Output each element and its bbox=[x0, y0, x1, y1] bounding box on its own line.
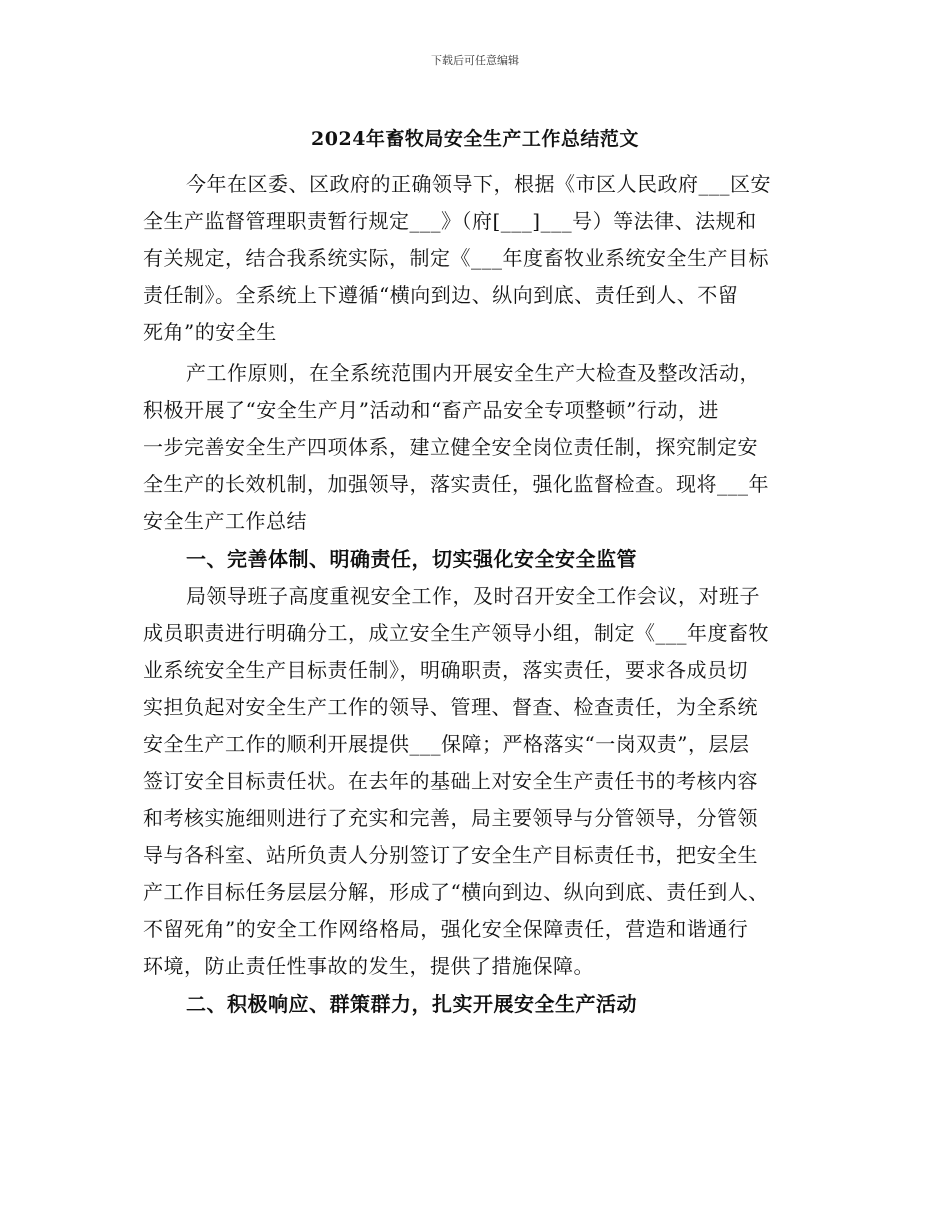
paragraph-line: 不留死角”的安全工作网络格局，强化安全保障责任，营造和谐通行 bbox=[143, 917, 749, 941]
paragraph-line: 死角”的安全生 bbox=[143, 320, 277, 344]
paragraph-line: 积极开展了“安全生产月”活动和“畜产品安全专项整顿”行动，进 bbox=[143, 398, 719, 422]
paragraph-line: 全生产监督管理职责暂行规定___》（府[___]___号）等法律、法规和 bbox=[143, 209, 757, 233]
paragraph-line: 导与各科室、站所负责人分别签订了安全生产目标责任书，把安全生 bbox=[143, 843, 758, 867]
paragraph-line: 责任制》。全系统上下遵循“横向到边、纵向到底、责任到人、不留 bbox=[143, 283, 739, 307]
paragraph-line: 和考核实施细则进行了充实和完善，局主要领导与分管领导，分管领 bbox=[143, 806, 758, 830]
paragraph-line: 全生产的长效机制，加强领导，落实责任，强化监督检查。现将___年 bbox=[143, 472, 769, 496]
paragraph-line: 今年在区委、区政府的正确领导下，根据《市区人民政府___区安 bbox=[186, 172, 771, 196]
paragraph-line: 安全生产工作总结 bbox=[143, 509, 307, 533]
paragraph-line: 安全生产工作的顺利开展提供___保障；严格落实“一岗双责”，层层 bbox=[143, 732, 750, 756]
paragraph-line: 签订安全目标责任状。在去年的基础上对安全生产责任书的考核内容 bbox=[143, 769, 758, 793]
paragraph-line: 成员职责进行明确分工，成立安全生产领导小组，制定《___年度畜牧 bbox=[143, 621, 769, 645]
paragraph-line: 业系统安全生产目标责任制》，明确职责，落实责任，要求各成员切 bbox=[143, 658, 748, 682]
paragraph-line: 环境，防止责任性事故的发生，提供了措施保障。 bbox=[143, 954, 594, 978]
paragraph-line: 一步完善安全生产四项体系，建立健全安全岗位责任制，探究制定安 bbox=[143, 435, 758, 459]
section-heading-2: 二、积极响应、群策群力，扎实开展安全生产活动 bbox=[186, 992, 637, 1016]
header-note: 下载后可任意编辑 bbox=[431, 54, 519, 67]
document-title: 2024年畜牧局安全生产工作总结范文 bbox=[311, 128, 639, 150]
paragraph-line: 产工作原则，在全系统范围内开展安全生产大检查及整改活动， bbox=[186, 361, 760, 385]
paragraph-line: 局领导班子高度重视安全工作，及时召开安全工作会议，对班子 bbox=[186, 584, 760, 608]
section-heading-1: 一、完善体制、明确责任，切实强化安全安全监管 bbox=[186, 547, 637, 571]
paragraph-line: 有关规定，结合我系统实际，制定《___年度畜牧业系统安全生产目标 bbox=[143, 246, 769, 270]
paragraph-line: 产工作目标任务层层分解，形成了“横向到边、纵向到底、责任到人、 bbox=[143, 880, 769, 904]
paragraph-line: 实担负起对安全生产工作的领导、管理、督查、检查责任，为全系统 bbox=[143, 695, 758, 719]
